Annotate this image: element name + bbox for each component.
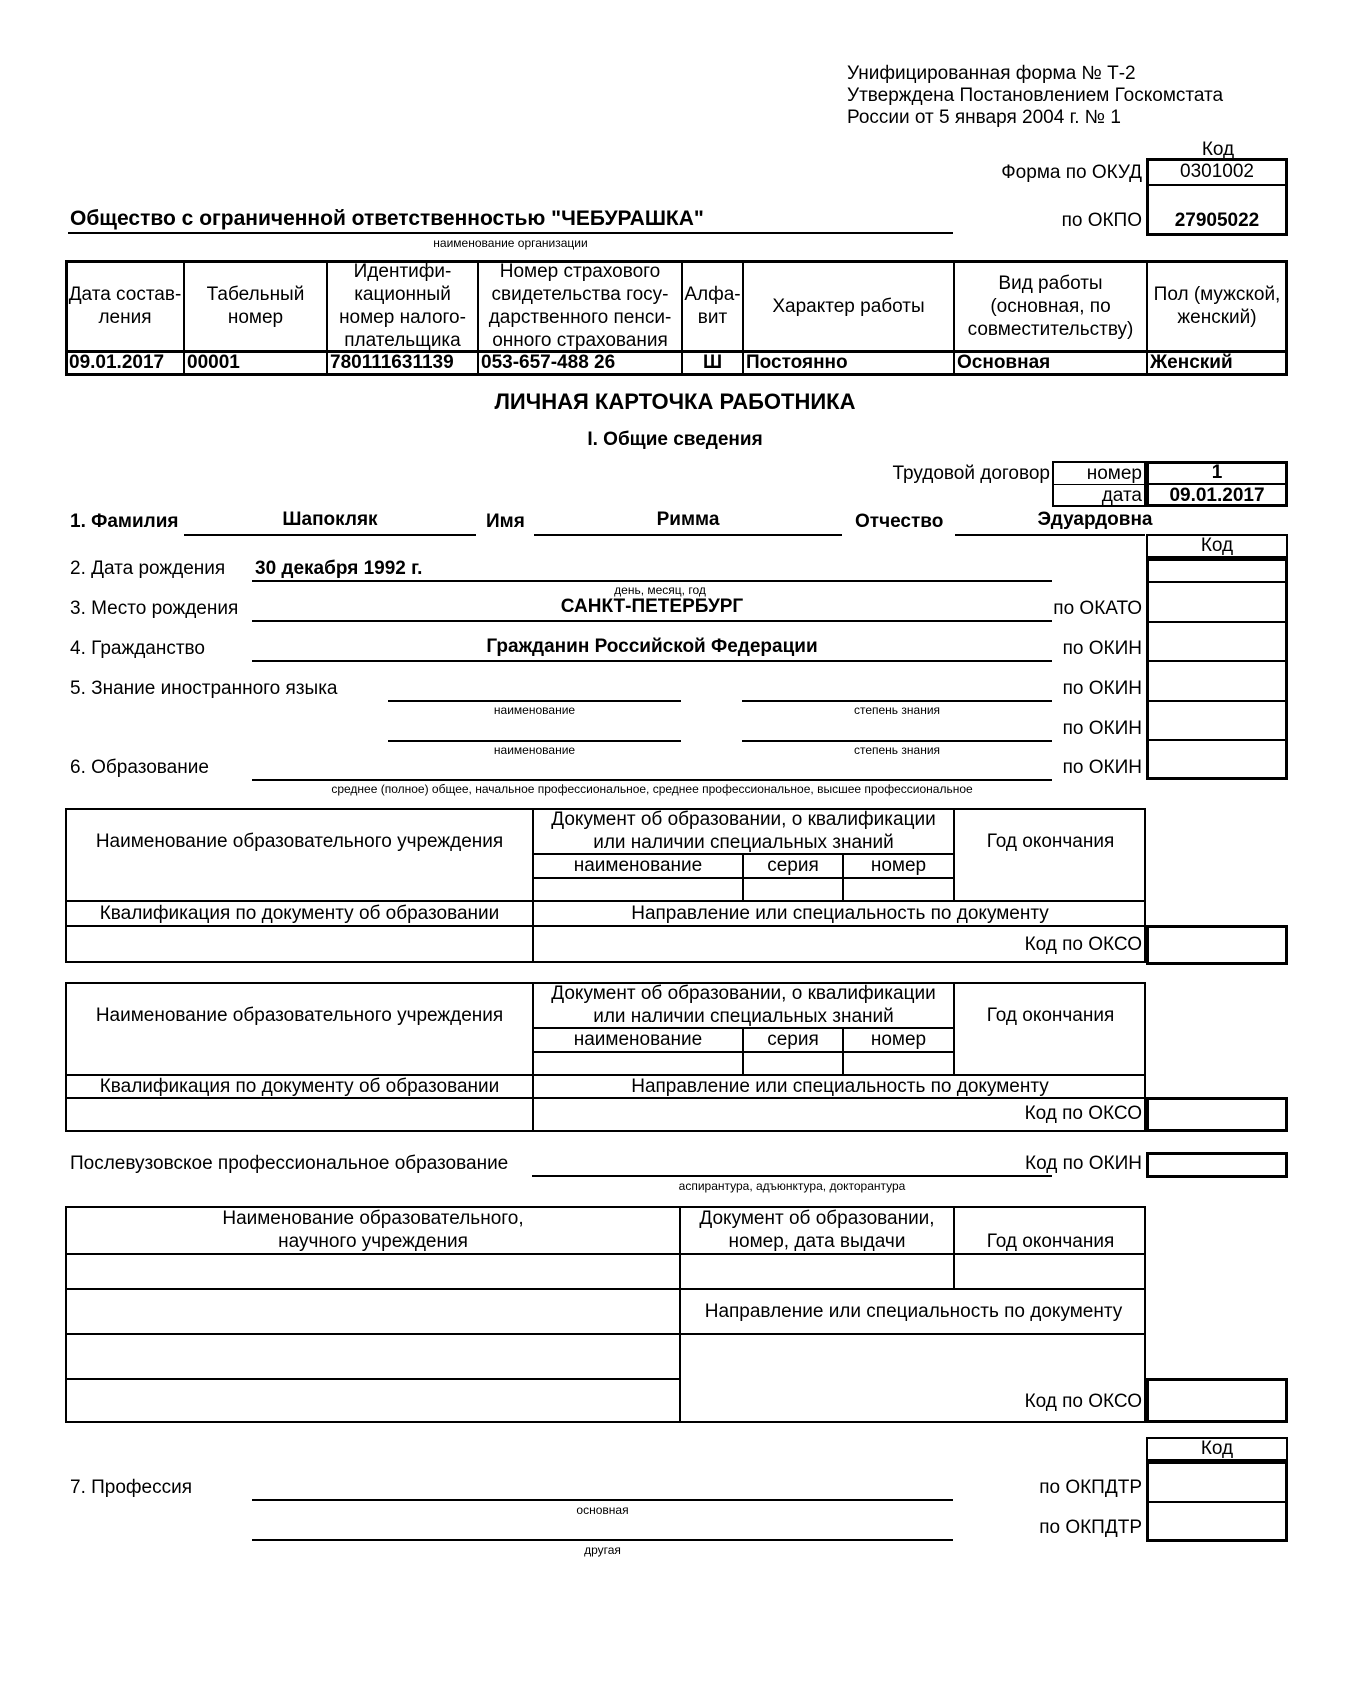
okud-label: Форма по ОКУД — [1001, 162, 1142, 183]
td-snils: 053-657-488 26 — [481, 352, 616, 373]
name-value: Римма — [656, 509, 720, 530]
td-work-type: Основная — [957, 352, 1051, 373]
edu1-doc-number: номер — [870, 855, 927, 876]
page-title: ЛИЧНАЯ КАРТОЧКА РАБОТНИКА — [494, 389, 856, 414]
postgrad-spec-header: Направление или специальность по документу — [704, 1301, 1123, 1322]
td-date: 09.01.2017 — [69, 352, 165, 373]
profession-label: 7. Профессия — [70, 1477, 193, 1498]
contract-number-value: 1 — [1211, 462, 1223, 483]
postgrad-okso-box — [1146, 1378, 1288, 1423]
name-label: Имя — [486, 511, 525, 532]
birth-caption: день, месяц, год — [614, 583, 706, 597]
okpdtr-label-2: по ОКПДТР — [1039, 1517, 1142, 1538]
th-work-nature: Характер работы — [772, 295, 925, 317]
contract-label: Трудовой договор — [892, 463, 1050, 484]
edu2-okso-box — [1146, 1097, 1288, 1132]
postgrad-doc-header: Документ об образовании, номер, дата выдачи — [699, 1208, 935, 1252]
okato-label: по ОКАТО — [1053, 598, 1142, 619]
section-title: I. Общие сведения — [587, 429, 763, 450]
form-line-3: России от 5 января 2004 г. № 1 — [847, 107, 1121, 128]
contract-date-value: 09.01.2017 — [1169, 485, 1265, 506]
postgrad-okin-box — [1146, 1152, 1288, 1178]
postgrad-okin-label: Код по ОКИН — [1025, 1153, 1142, 1174]
place-value: САНКТ-ПЕТЕРБУРГ — [560, 596, 744, 617]
th-work-type: Вид работы (основная, по совместительству) — [967, 272, 1134, 340]
okpo-value: 27905022 — [1174, 210, 1260, 231]
edu2-doc-name: наименование — [573, 1029, 703, 1050]
patronymic-label: Отчество — [855, 511, 944, 532]
lang-caption-level-2: степень знания — [853, 743, 941, 757]
form-line-2: Утверждена Постановлением Госкомстата — [847, 85, 1224, 106]
profession-caption-main: основная — [576, 1503, 629, 1517]
th-date: Дата состав-ления — [68, 284, 182, 328]
surname-label: 1. Фамилия — [70, 511, 179, 532]
patronymic-value: Эдуардовна — [1037, 509, 1153, 530]
lang-caption-level-1: степень знания — [853, 703, 941, 717]
profession-kod-label: Код — [1200, 1438, 1234, 1459]
kod-header: Код — [1201, 139, 1235, 160]
lang-caption-name-2: наименование — [493, 743, 576, 757]
td-gender: Женский — [1150, 352, 1233, 373]
profession-caption-other: другая — [584, 1543, 621, 1557]
birth-value: 30 декабря 1992 г. — [255, 558, 423, 579]
edu1-year-header: Год окончания — [986, 831, 1115, 852]
org-name: Общество с ограниченной ответственностью "ЧЕБУРАШКА" — [70, 207, 704, 230]
okin-label-2: по ОКИН — [1062, 678, 1142, 699]
edu2-doc-number: номер — [870, 1029, 927, 1050]
th-inn: Идентифи-кационный номер налого-плательщика — [339, 261, 466, 351]
postgrad-caption: аспирантура, адъюнктура, докторантура — [678, 1179, 906, 1193]
edu1-okso-label: Код по ОКСО — [1024, 934, 1142, 955]
okin-label-1: по ОКИН — [1062, 638, 1142, 659]
edu1-inst-header: Наименование образовательного учреждения — [95, 831, 504, 852]
kod-label: Код — [1200, 535, 1234, 556]
td-inn: 780111631139 — [330, 352, 454, 373]
lang-caption-name-1: наименование — [493, 703, 576, 717]
td-alphabet: Ш — [702, 352, 723, 373]
edu2-qual-header: Квалификация по документу об образовании — [99, 1075, 500, 1097]
contract-date-label: дата — [1101, 485, 1142, 506]
language-label: 5. Знание иностранного языка — [70, 678, 338, 699]
citizenship-label: 4. Гражданство — [70, 638, 205, 659]
edu2-doc-header: Документ об образовании, о квалификации или наличии специальных знаний — [551, 983, 936, 1027]
org-caption: наименование организации — [433, 236, 588, 250]
edu2-inst-header: Наименование образовательного учреждения — [95, 1005, 504, 1026]
contract-number-label: номер — [1086, 463, 1142, 484]
okpo-label: по ОКПО — [1061, 210, 1142, 231]
okpdtr-label-1: по ОКПДТР — [1039, 1477, 1142, 1498]
okin-label-3: по ОКИН — [1062, 718, 1142, 739]
td-work-nature: Постоянно — [746, 352, 848, 373]
edu1-doc-header: Документ об образовании, о квалификации или наличии специальных знаний — [551, 809, 936, 853]
edu2-doc-series: серия — [767, 1029, 819, 1050]
education-label: 6. Образование — [70, 757, 209, 778]
edu2-spec-header: Направление или специальность по документу — [631, 1075, 1049, 1097]
edu1-okso-box — [1146, 925, 1288, 965]
place-label: 3. Место рождения — [70, 598, 239, 619]
postgrad-okso-label: Код по ОКСО — [1024, 1391, 1142, 1412]
th-snils: Номер страхового свидетельства госу-дарственного пенси-онного страхования — [488, 261, 672, 351]
edu2-okso-label: Код по ОКСО — [1024, 1103, 1142, 1124]
education-caption: среднее (полное) общее, начальное профессиональное, среднее профессиональное, высшее профессиональное — [331, 782, 973, 796]
postgrad-label: Послевузовское профессиональное образование — [70, 1153, 509, 1174]
birth-label: 2. Дата рождения — [70, 558, 226, 579]
th-tabnum: Табельный номер — [206, 284, 305, 328]
form-line-1: Унифицированная форма № Т-2 — [847, 63, 1136, 84]
edu1-qual-header: Квалификация по документу об образовании — [99, 902, 500, 924]
td-tabnum: 00001 — [187, 352, 240, 373]
edu1-spec-header: Направление или специальность по документу — [631, 902, 1049, 924]
edu1-doc-series: серия — [767, 855, 819, 876]
okud-value: 0301002 — [1180, 161, 1254, 182]
postgrad-year-header: Год окончания — [986, 1231, 1115, 1252]
okin-label-4: по ОКИН — [1062, 757, 1142, 778]
citizenship-value: Гражданин Российской Федерации — [486, 636, 818, 657]
edu2-year-header: Год окончания — [986, 1005, 1115, 1026]
edu1-doc-name: наименование — [573, 855, 703, 876]
th-alphabet: Алфа-вит — [684, 284, 741, 328]
th-gender: Пол (мужской, женский) — [1153, 284, 1281, 328]
surname-value: Шапокляк — [282, 509, 378, 530]
postgrad-inst-header: Наименование образовательного, научного учреждения — [222, 1208, 524, 1252]
kod-column — [1146, 558, 1288, 780]
